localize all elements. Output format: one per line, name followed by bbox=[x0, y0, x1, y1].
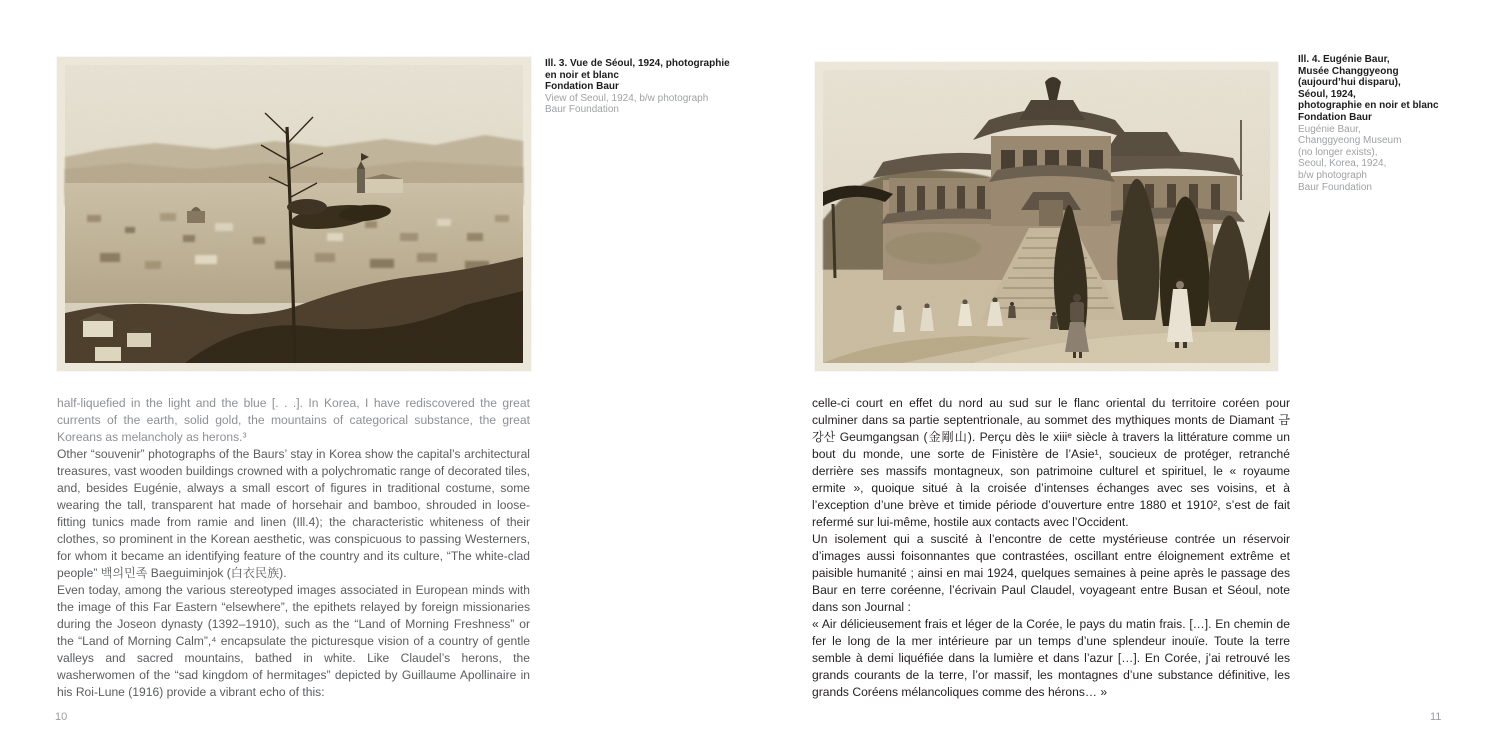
caption-line: Fondation Baur bbox=[1298, 111, 1372, 123]
changgyeong-museum-illustration bbox=[815, 62, 1278, 371]
caption-line: Fondation Baur bbox=[545, 81, 619, 93]
claudel-quote-french: « Air délicieusement frais et léger de la Corée, le pays du matin frais. […]. En chemin de fer le long de la mer intérieure par un temps d’une splendeur inouïe. Toute la terre semble à demi liquéfiée dans la lumière et dans l’azur […]. En Corée, j’ai retrouvé les grands courants de la terre, l’or massif, les montagnes d’une substance définitive, les grands Coréens mélancoliques comme des hérons… » bbox=[812, 617, 1290, 699]
caption-ill3 bbox=[545, 58, 745, 116]
body-text-english bbox=[57, 446, 530, 701]
left-text-column bbox=[57, 395, 530, 701]
caption-ill3-french bbox=[545, 58, 745, 93]
paragraph: Even today, among the various stereotyped images associated in European minds with the image of this Far Eastern “elsewhere”, the epithets relayed by foreign missionaries during the Joseon dynasty (1392–1910), such as the “Land of Morning Freshness” or the “Land of Morning Calm”,⁴ encapsulate the picturesque vision of a country of gentle valleys and sacred mountains, bathed in white. Like Claudel’s herons, the washerwomen of the “sad kingdom of hermitages” depicted by Guillaume Apollinaire in his Roi-Lune (1916) provide a vibrant echo of this: bbox=[57, 583, 530, 699]
caption-ill4-french bbox=[1298, 54, 1468, 124]
caption-ill4 bbox=[1298, 54, 1468, 193]
page-number-left: 10 bbox=[55, 711, 68, 723]
paragraph: celle-ci court en effet du nord au sud sur le flanc oriental du territoire coréen pour culminer dans sa partie septentrionale, au sommet des mythiques monts de Diamant 금강산 Geumgangsan (金剛山). Perçu dès le xiiiᵉ siècle à travers la littérature comme un bout du monde, une sorte de Finistère de l’Asie¹, soucieux de protéger, retranché derrière ses massifs montagneux, son patrimoine culturel et spirituel, le « royaume ermite », quoique situé à la croisée d’intenses échanges avec ses voisins, et à l’exception d’une brève et timide période d’ouverture entre 1880 et 1910², s’est de fait refermé sur lui-même, hostile aux contacts avec l’Occident. bbox=[812, 396, 1290, 529]
page-number-right: 11 bbox=[1430, 711, 1442, 723]
caption-line: Eugénie Baur, bbox=[1298, 123, 1361, 135]
body-text-french bbox=[812, 395, 1290, 616]
caption-line: Ill. 3. Vue de Séoul, 1924, photographie bbox=[545, 58, 730, 69]
film-grain bbox=[823, 70, 1270, 363]
caption-ill4-english bbox=[1298, 124, 1468, 194]
caption-line: en noir et blanc bbox=[545, 69, 619, 81]
caption-line: Seoul, Korea, 1924, bbox=[1298, 158, 1387, 170]
seoul-panorama-photo bbox=[57, 57, 531, 371]
right-text-column bbox=[812, 395, 1290, 701]
film-grain bbox=[65, 65, 523, 363]
caption-line: View of Seoul, 1924, b/w photograph bbox=[545, 92, 709, 104]
claudel-quote-english: half-liquefied in the light and the blue [. . .]. In Korea, I have rediscovered the great currents of the earth, solid gold, the mountains of categorical substance, the great Koreans as melancholy as herons.³ bbox=[57, 396, 530, 444]
caption-ill3-english bbox=[545, 93, 745, 116]
caption-line: Ill. 4. Eugénie Baur, bbox=[1298, 54, 1390, 65]
caption-line: (aujourd’hui disparu), bbox=[1298, 77, 1401, 89]
caption-line: Changgyeong Museum bbox=[1298, 135, 1402, 147]
caption-line: (no longer exists), bbox=[1298, 146, 1378, 158]
caption-line: Baur Foundation bbox=[545, 104, 619, 116]
caption-line: b/w photograph bbox=[1298, 169, 1367, 181]
changgyeong-museum-photo bbox=[815, 62, 1278, 371]
paragraph: Other “souvenir” photographs of the Baurs’ stay in Korea show the capital’s architectural treasures, vast wooden buildings crowned with a polychromatic range of decorated tiles, and, besides Eugénie, always a small escort of figures in traditional costume, some wearing the tall, transparent hat made of horsehair and bamboo, shrouded in loose-fitting tunics made from ramie and linen (Ill.4); the characteristic whiteness of their clothes, so prominent in the Korean aesthetic, was conspicuous to passing Westerners, for whom it became an identifying feature of the country and its culture, “The white-clad people” 백의민족 Baeguiminjok (白衣民族). bbox=[57, 447, 530, 580]
caption-line: Séoul, 1924, bbox=[1298, 88, 1356, 100]
paragraph: Un isolement qui a suscité à l’encontre de cette mystérieuse contrée un réservoir d’images aussi foisonnantes que contrastées, oscillant entre éloignement extrême et paisible humanité ; ainsi en mai 1924, quelques semaines à peine après le passage des Baur en terre coréenne, l’écrivain Paul Claudel, voyageant entre Busan et Séoul, note dans son Journal : bbox=[812, 532, 1290, 614]
caption-line: Baur Foundation bbox=[1298, 181, 1372, 193]
seoul-panorama-illustration bbox=[57, 57, 531, 371]
caption-line: Musée Changgyeong bbox=[1298, 65, 1399, 77]
caption-line: photographie en noir et blanc bbox=[1298, 100, 1439, 112]
